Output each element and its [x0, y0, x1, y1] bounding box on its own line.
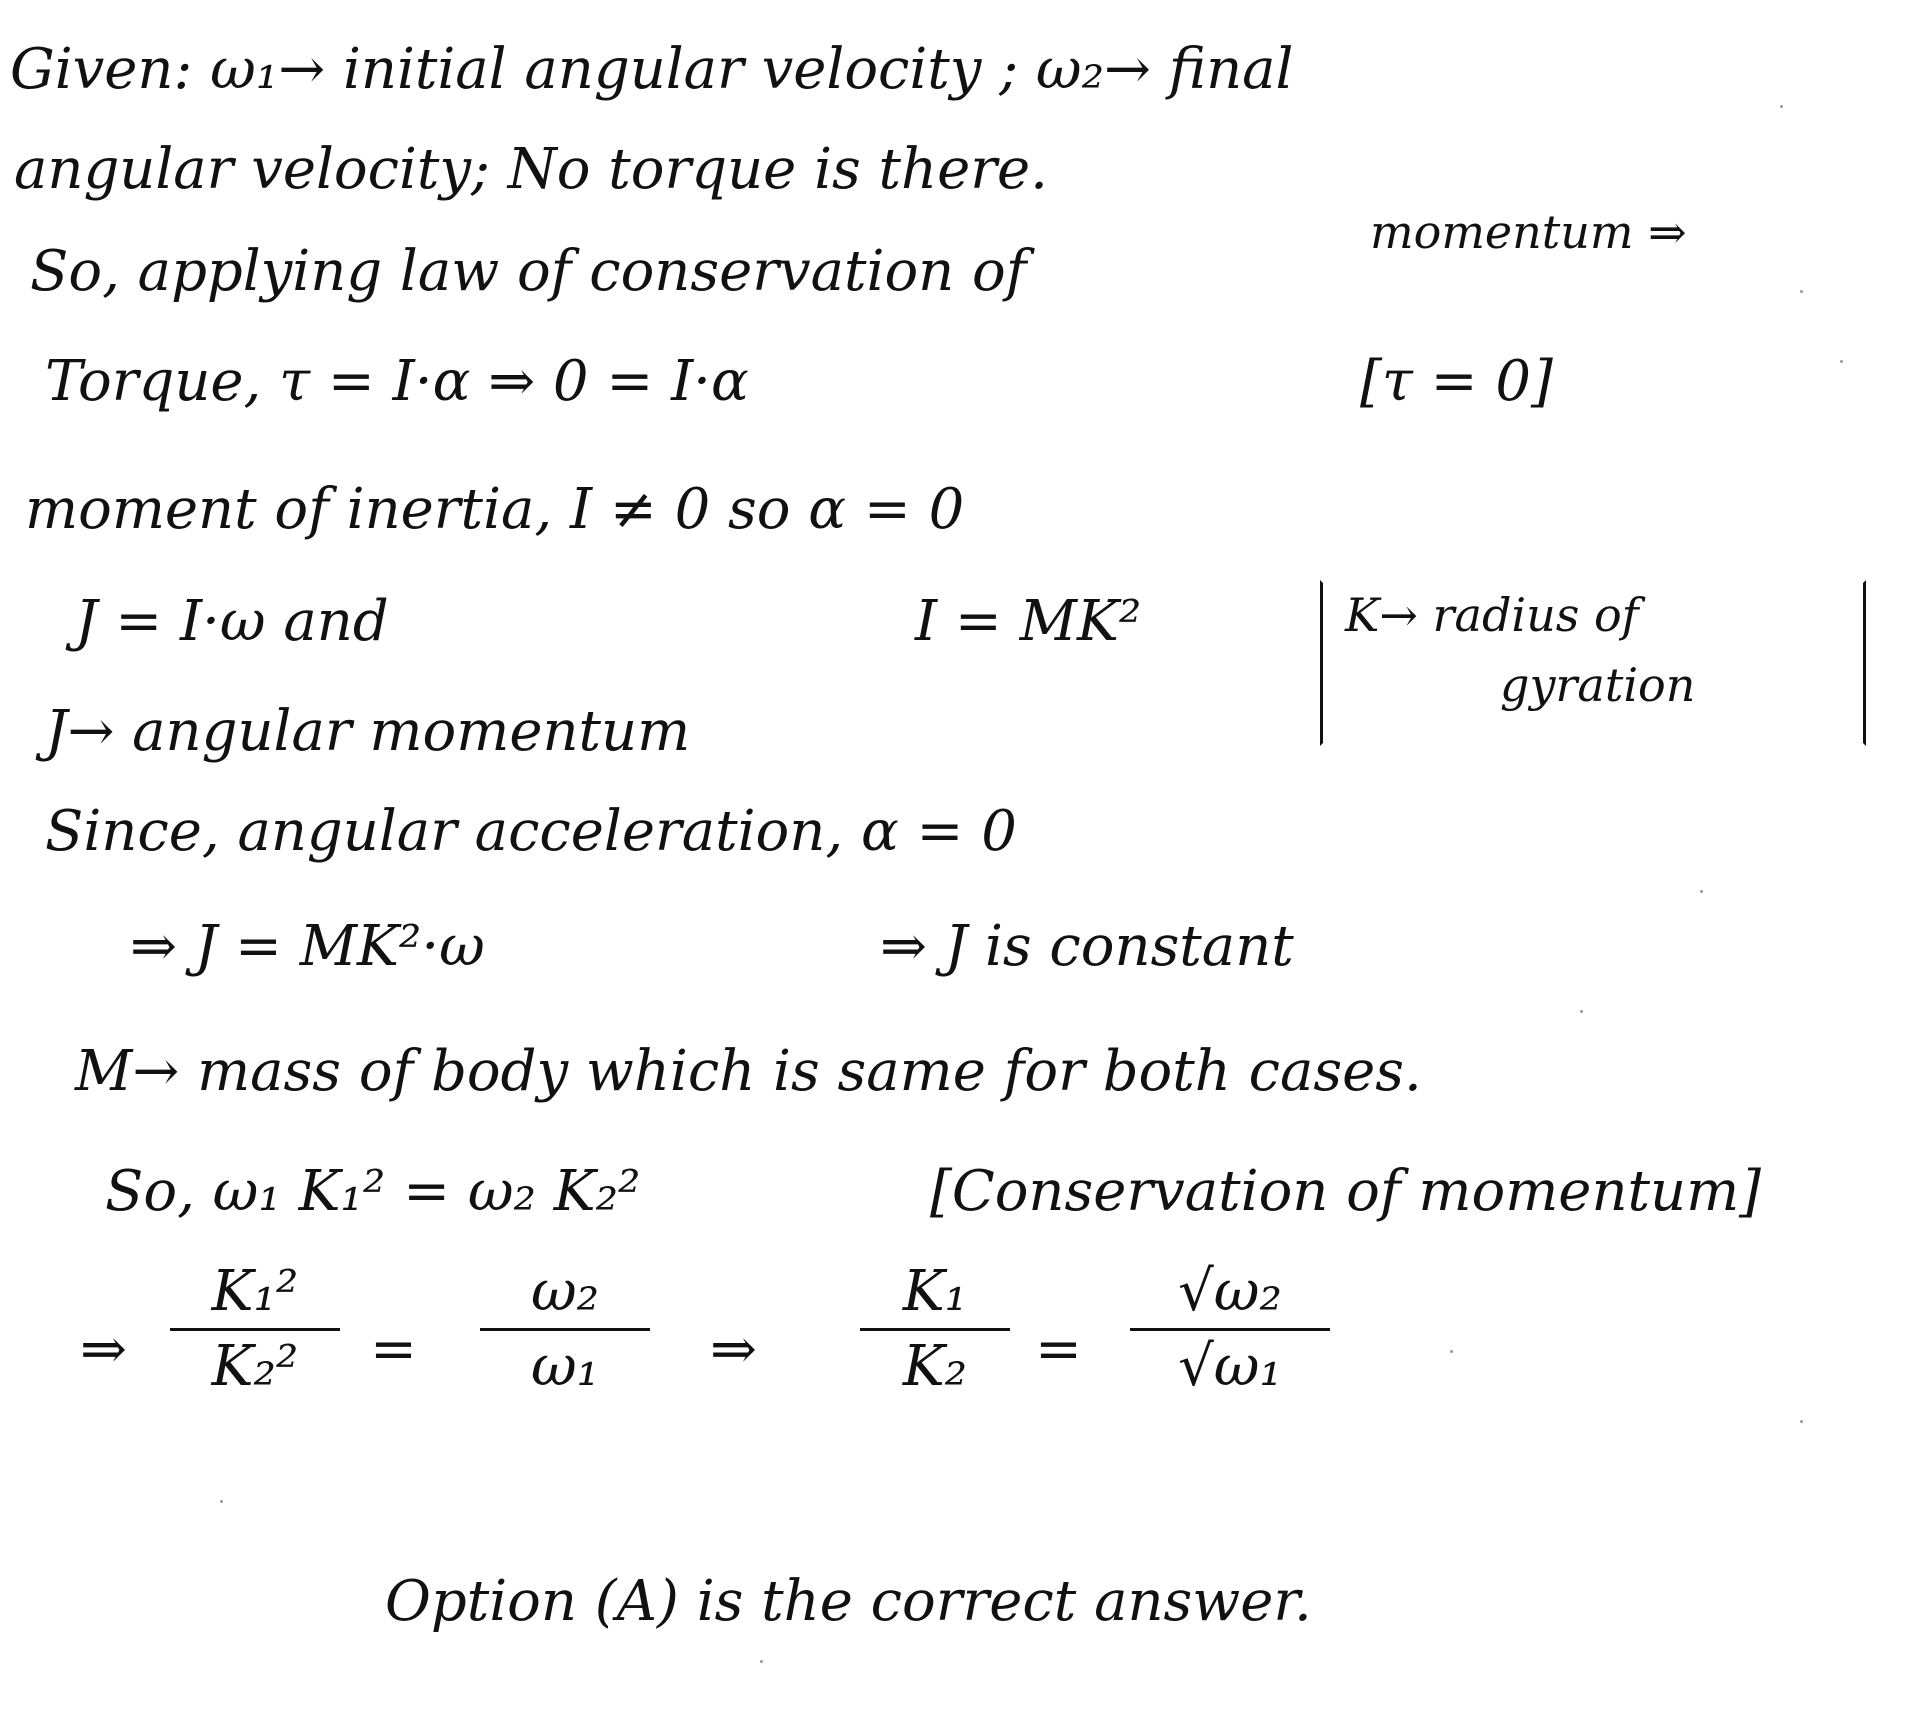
paper-speck: [1800, 1420, 1803, 1423]
fraction-denominator: K₂: [902, 1334, 968, 1399]
implies-arrow: ⇒: [80, 1317, 127, 1382]
fraction-omega: [480, 1259, 650, 1399]
gyration-note: gyration: [1500, 658, 1696, 712]
torque-equation: Torque, τ = I·α ⇒ 0 = I·α: [45, 349, 749, 414]
fraction-numerator: K₁²: [211, 1259, 299, 1324]
given-line-continued: angular velocity; No torque is there.: [14, 137, 1048, 202]
paper-speck: [1700, 890, 1703, 893]
fraction-denominator: √ω₁: [1178, 1334, 1282, 1399]
fraction-bar: [170, 1328, 340, 1331]
fraction-root-omega: [1130, 1259, 1330, 1399]
fraction-denominator: ω₁: [530, 1334, 600, 1399]
fraction-numerator: K₁: [902, 1259, 968, 1324]
constant-momentum-note: ⇒ J is constant: [880, 914, 1294, 979]
conservation-law-line: So, applying law of conservation of: [30, 239, 1027, 304]
inertia-formula: I = MK²: [915, 589, 1142, 654]
fraction-bar: [860, 1328, 1010, 1331]
fraction-numerator: √ω₂: [1178, 1259, 1282, 1324]
momentum-note: momentum ⇒: [1370, 205, 1687, 259]
conservation-equation: So, ω₁ K₁² = ω₂ K₂²: [105, 1159, 641, 1224]
answer-line: Option (A) is the correct answer.: [385, 1569, 1312, 1634]
fraction-k: [860, 1259, 1010, 1399]
radius-of-gyration-note: K→ radius of: [1345, 588, 1639, 642]
fraction-denominator: K₂²: [211, 1334, 299, 1399]
paper-speck: [1780, 105, 1783, 108]
paper-speck: [1580, 1010, 1583, 1013]
angular-acceleration-line: Since, angular acceleration, α = 0: [45, 799, 1017, 864]
angular-momentum-definition: J = I·ω and: [75, 589, 389, 654]
paper-speck: [1800, 290, 1803, 293]
equals-sign: =: [370, 1317, 417, 1382]
paper-speck: [1450, 1350, 1453, 1353]
fraction-bar: [480, 1328, 650, 1331]
implies-arrow: ⇒: [710, 1317, 757, 1382]
equals-sign: =: [1035, 1317, 1082, 1382]
paper-speck: [1840, 360, 1843, 363]
conservation-note: [Conservation of momentum]: [930, 1159, 1762, 1224]
angular-momentum-note: J→ angular momentum: [45, 699, 691, 764]
fraction-numerator: ω₂: [530, 1259, 600, 1324]
mass-note: M→ mass of body which is same for both cases.: [75, 1039, 1422, 1104]
given-line: Given: ω₁→ initial angular velocity ; ω₂→ final: [10, 37, 1294, 102]
momentum-relation: ⇒ J = MK²·ω: [130, 914, 485, 979]
paper-speck: [760, 1660, 763, 1663]
torque-zero-note: [τ = 0]: [1360, 349, 1553, 414]
moment-of-inertia-line: moment of inertia, I ≠ 0 so α = 0: [25, 477, 965, 542]
paper-speck: [220, 1500, 223, 1503]
fraction-bar: [1130, 1328, 1330, 1331]
fraction-k-squared: [170, 1259, 340, 1399]
